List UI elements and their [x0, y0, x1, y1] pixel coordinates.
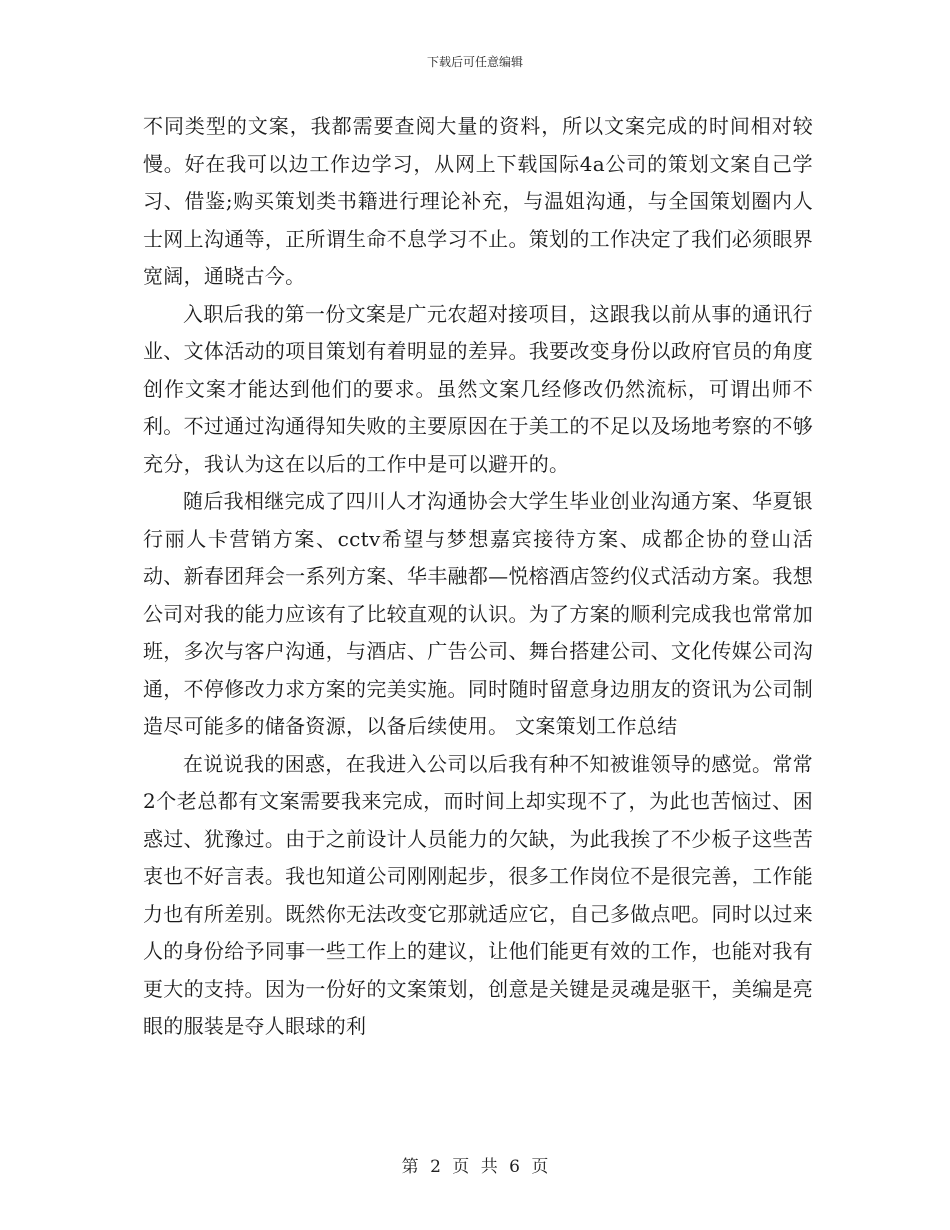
page-header: 下载后可任意编辑 — [426, 55, 523, 69]
page-number-footer: 第 2 页 共 6 页 — [401, 1157, 549, 1177]
paragraph-3: 随后我相继完成了四川人才沟通协会大学生毕业创业沟通方案、华夏银行丽人卡营销方案、cctv希望与梦想嘉宾接待方案、成都企协的登山活动、新春团拜会一系列方案、华丰融都—悦榕酒店签约仪式活动方案。我想公司对我的能力应该有了比较直观的认识。为了方案的顺利完成我也常常加班，多次与客户沟通，与酒店、广告公司、舞台搭建公司、文化传媒公司沟通，不停修改力求方案的完美实施。同时随时留意身边朋友的资讯为公司制造尽可能多的储备资源，以备后续使用。 文案策划工作总结 — [143, 489, 813, 738]
paragraph-1: 不同类型的文案，我都需要查阅大量的资料，所以文案完成的时间相对较慢。好在我可以边工作边学习，从网上下载国际4a公司的策划文案自己学习、借鉴;购买策划类书籍进行理论补充，与温姐沟通，与全国策划圈内人士网上沟通等，正所谓生命不息学习不止。策划的工作决定了我们必须眼界宽阔，通晓古今。 — [143, 114, 813, 288]
paragraph-4: 在说说我的困惑，在我进入公司以后我有种不知被谁领导的感觉。常常2个老总都有文案需要我来完成，而时间上却实现不了，为此也苦恼过、困惑过、犹豫过。由于之前设计人员能力的欠缺，为此我挨了不少板子这些苦衷也不好言表。我也知道公司刚刚起步，很多工作岗位不是很完善，工作能力也有所差别。既然你无法改变它那就适应它，自己多做点吧。同时以过来人的身份给予同事一些工作上的建议，让他们能更有效的工作，也能对我有更大的支持。因为一份好的文案策划，创意是关键是灵魂是驱干，美编是亮眼的服装是夺人眼球的利 — [143, 751, 813, 1038]
document-body — [143, 108, 813, 1046]
paragraph-2: 入职后我的第一份文案是广元农超对接项目，这跟我以前从事的通讯行业、文体活动的项目策划有着明显的差异。我要改变身份以政府官员的角度创作文案才能达到他们的要求。虽然文案几经修改仍然流标，可谓出师不利。不过通过沟通得知失败的主要原因在于美工的不足以及场地考察的不够充分，我认为这在以后的工作中是可以避开的。 — [143, 301, 813, 476]
